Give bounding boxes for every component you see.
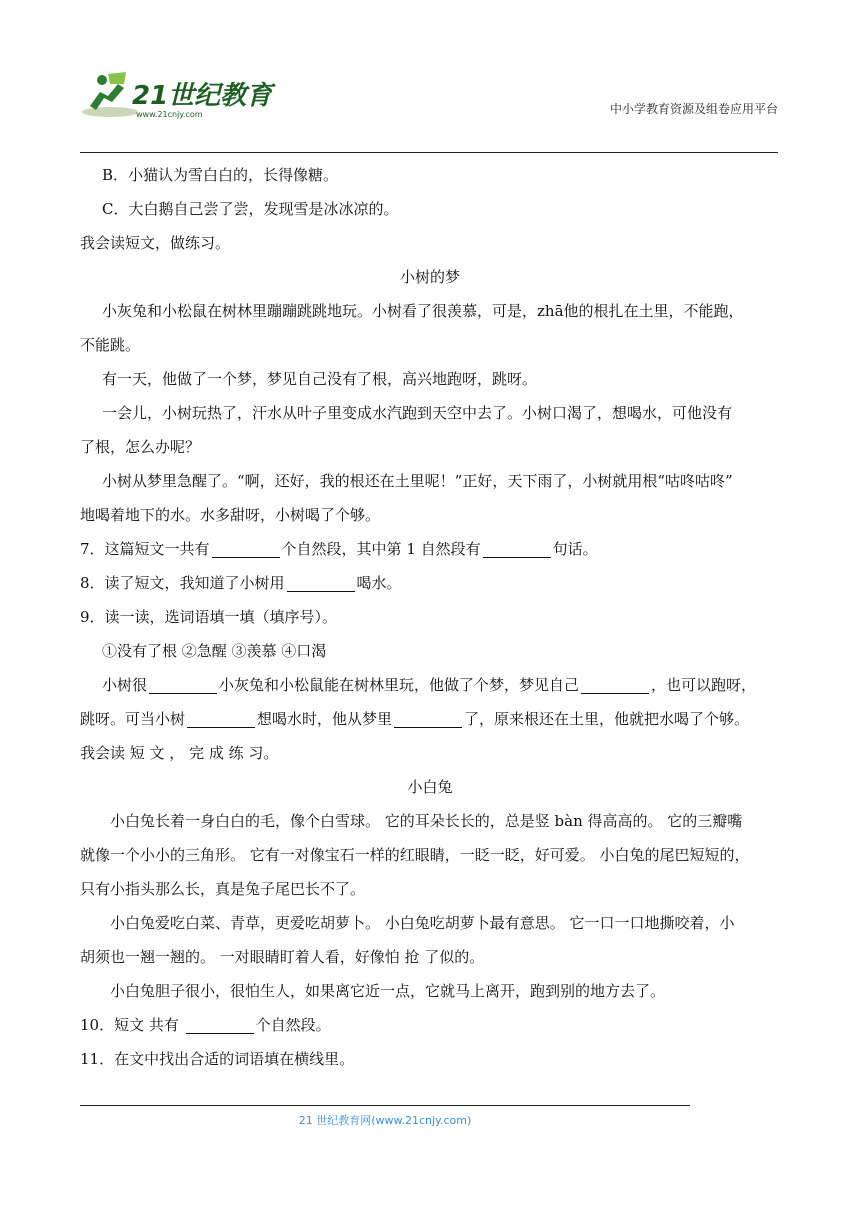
- worksheet-body: [80, 158, 780, 1076]
- passage-line: 胡须也一翘一翘的。 一对眼睛盯着人看，好像怕 抢 了似的。: [80, 948, 485, 966]
- svg-text:21世纪教育: 21世纪教育: [132, 81, 273, 111]
- fill-line: 小树很 小灰兔和小松鼠能在树林里玩，他做了个梦，梦见自己 ，也可以跑呀，: [102, 676, 757, 694]
- question-10: 10．短文 共有 个自然段。: [80, 1016, 331, 1034]
- answer-blank[interactable]: [149, 675, 217, 694]
- question-11: 11．在文中找出合适的词语填在横线里。: [80, 1050, 355, 1068]
- passage-line: 了根，怎么办呢？: [80, 438, 201, 456]
- answer-blank[interactable]: [394, 709, 462, 728]
- passage-line: 小白兔长着一身白白的毛，像个白雪球。 它的耳朵长长的，总是竖 bàn 得高高的。 它的三瓣嘴: [110, 812, 743, 830]
- page-header: [80, 62, 778, 154]
- passage-line: 小树从梦里急醒了。“啊，还好，我的根还在土里呢！”正好，天下雨了，小树就用根“咕咚咕咚”: [102, 472, 733, 490]
- word-options: ①没有了根 ②急醒 ③羡慕 ④口渴: [102, 642, 327, 660]
- passage-line: 小白兔胆子很小，很怕生人，如果离它近一点，它就马上离开，跑到别的地方去了。: [110, 982, 666, 1000]
- logo: [80, 70, 320, 120]
- answer-blank[interactable]: [212, 539, 280, 558]
- section-intro: 我会读 短 文 ， 完 成 练 习。: [80, 744, 279, 762]
- option-c: C．大白鹅自己尝了尝，发现雪是冰冰凉的。: [102, 200, 399, 218]
- passage-line: 只有小指头那么长，真是兔子尾巴长不了。: [80, 880, 366, 898]
- answer-blank[interactable]: [186, 1015, 254, 1034]
- footer-link[interactable]: 21 世纪教育网(www.21cnjy.com): [298, 1114, 472, 1127]
- header-divider: [80, 152, 778, 153]
- platform-name: 中小学教育资源及组卷应用平台: [609, 102, 778, 116]
- passage-line: 小白兔爱吃白菜、青草，更爱吃胡萝卜。 小白兔吃胡萝卜最有意思。 它一口一口地撕咬着，小: [110, 914, 735, 932]
- passage-title: 小白兔: [407, 778, 453, 796]
- svg-text:www.21cnjy.com: www.21cnjy.com: [136, 110, 203, 119]
- passage-line: 小灰兔和小松鼠在树林里蹦蹦跳跳地玩。小树看了很羡慕，可是，zhā他的根扎在土里，不能跑，: [102, 302, 744, 320]
- question-9: 9．读一读，选词语填一填（填序号）。: [80, 608, 338, 626]
- passage-line: 有一天，他做了一个梦，梦见自己没有了根，高兴地跑呀，跳呀。: [102, 370, 538, 388]
- footer-divider: [80, 1105, 690, 1106]
- answer-blank[interactable]: [187, 709, 255, 728]
- fill-line: 跳呀。可当小树 想喝水时，他从梦里 了，原来根还在土里，他就把水喝了个够。: [80, 710, 750, 728]
- section-intro: 我会读短文，做练习。: [80, 234, 231, 252]
- passage-line: 一会儿，小树玩热了，汗水从叶子里变成水汽跑到天空中去了。小树口渴了，想喝水，可他没有: [102, 404, 733, 422]
- question-7: 7．这篇短文一共有 个自然段，其中第 1 自然段有 句话。: [80, 540, 598, 558]
- passage-line: 不能跳。: [80, 336, 141, 354]
- passage-line: 就像一个小小的三角形。 它有一对像宝石一样的红眼睛，一眨一眨，好可爱。 小白兔的尾巴短短的，: [80, 846, 750, 864]
- option-b: B．小猫认为雪白白的，长得像糖。: [102, 166, 339, 184]
- answer-blank[interactable]: [483, 539, 551, 558]
- answer-blank[interactable]: [287, 573, 355, 592]
- answer-blank[interactable]: [581, 675, 649, 694]
- passage-line: 地喝着地下的水。水多甜呀，小树喝了个够。: [80, 506, 381, 524]
- passage-title: 小树的梦: [399, 268, 460, 286]
- question-8: 8．读了短文，我知道了小树用 喝水。: [80, 574, 402, 592]
